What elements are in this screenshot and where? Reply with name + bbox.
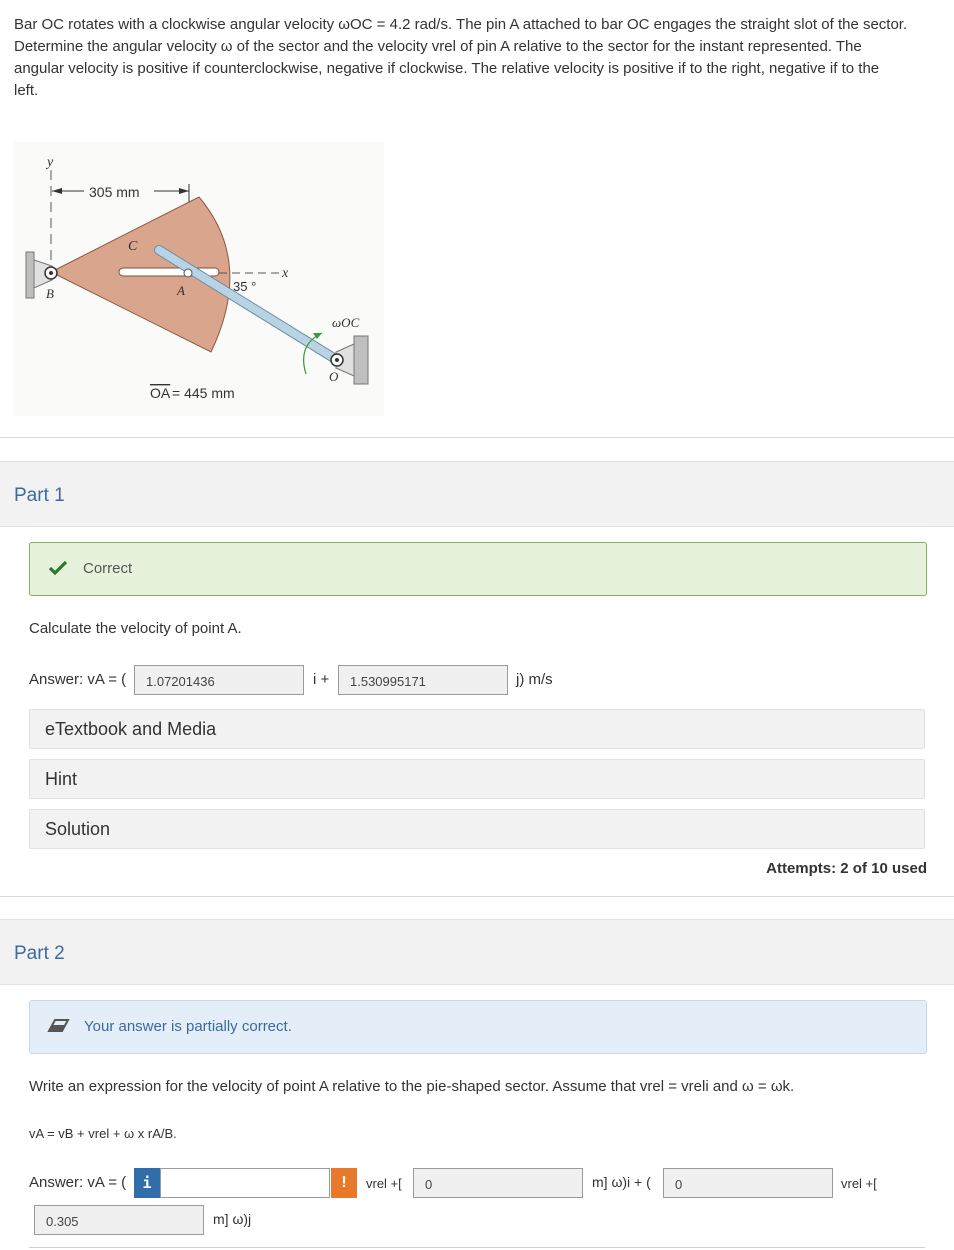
accordion-hint[interactable] <box>29 759 925 799</box>
part2-equation: vA = vB + vrel + ω x rA/B. <box>29 1126 177 1141</box>
x-axis-label: x <box>282 266 289 281</box>
label-a: A <box>177 283 185 298</box>
part2-header[interactable] <box>0 919 954 985</box>
problem-statement <box>14 14 939 102</box>
partial-icon <box>46 1017 70 1033</box>
part2-input-1[interactable] <box>160 1168 330 1198</box>
part1-i-suffix: i + <box>313 671 330 688</box>
omega-oc-label: ωOC <box>332 315 360 330</box>
partial-text: Your answer is partially correct. <box>84 1018 292 1035</box>
attempts-counter: Attempts: 2 of 10 used <box>766 860 927 877</box>
part2-input-2[interactable]: 0 <box>413 1168 583 1198</box>
part1-answer-prefix: Answer: vA = ( <box>29 671 127 688</box>
part1-title: Part 1 <box>14 485 65 506</box>
problem-line-1: Bar OC rotates with a clockwise angular velocity ωOC = 4.2 rad/s. The pin A attached to bar OC engages the straight slot of the sector. <box>14 16 908 33</box>
part2-input-4[interactable]: 0.305 <box>34 1205 204 1235</box>
part1-input-i[interactable]: 1.07201436 <box>134 665 304 695</box>
partial-banner <box>29 1000 927 1054</box>
angle-label: 35 ° <box>233 279 257 294</box>
dimension-305: 305 mm <box>89 184 140 200</box>
part2-title: Part 2 <box>14 943 65 964</box>
part2-answer-prefix: Answer: vA = ( <box>29 1174 127 1191</box>
accordion-solution[interactable] <box>29 809 925 849</box>
part1-header[interactable] <box>0 461 954 527</box>
oa-label: OA <box>150 385 171 401</box>
mechanism-diagram <box>14 142 384 416</box>
part1-prompt: Calculate the velocity of point A. <box>29 620 242 637</box>
accordion-hint-label: Hint <box>45 769 78 789</box>
accordion-etextbook[interactable] <box>29 709 925 749</box>
info-icon[interactable]: i <box>134 1168 160 1198</box>
checkmark-icon <box>48 560 68 576</box>
problem-line-3: angular velocity is positive if counterclockwise, negative if clockwise. The relative velocity is positive if to the right, negative if to the <box>14 60 880 77</box>
divider <box>0 437 954 438</box>
pin-a <box>184 269 192 277</box>
part2-end: m] ω)j <box>213 1211 252 1227</box>
part2-vrel-2: vrel +[ <box>841 1176 877 1191</box>
correct-banner <box>29 542 927 596</box>
bottom-divider <box>29 1247 925 1248</box>
support-b-wall <box>26 252 34 298</box>
divider <box>0 896 954 897</box>
part1-j-suffix: j) m/s <box>516 671 553 688</box>
correct-text: Correct <box>83 560 133 577</box>
problem-line-2: Determine the angular velocity ω of the sector and the velocity vrel of pin A relative to the sector for the instant represented. The <box>14 38 862 55</box>
problem-line-4: left. <box>14 82 39 99</box>
accordion-etextbook-label: eTextbook and Media <box>45 719 217 739</box>
oa-value: = 445 mm <box>172 385 235 401</box>
support-o-wall <box>354 336 368 384</box>
y-axis-label: y <box>47 155 54 170</box>
label-b: B <box>46 286 54 301</box>
part2-input-3[interactable]: 0 <box>663 1168 833 1198</box>
problem-figure <box>14 142 384 416</box>
part2-vrel-1: vrel +[ <box>366 1176 402 1191</box>
part2-prompt: Write an expression for the velocity of point A relative to the pie-shaped sector. Assume that vrel = vreli and ω = ωk. <box>29 1078 795 1095</box>
label-o: O <box>329 369 339 384</box>
part1-input-j[interactable]: 1.530995171 <box>338 665 508 695</box>
part2-mid: m] ω)i + ( <box>592 1174 651 1190</box>
label-c: C <box>128 239 138 254</box>
accordion-solution-label: Solution <box>45 819 111 839</box>
warning-icon[interactable]: ! <box>331 1168 357 1198</box>
